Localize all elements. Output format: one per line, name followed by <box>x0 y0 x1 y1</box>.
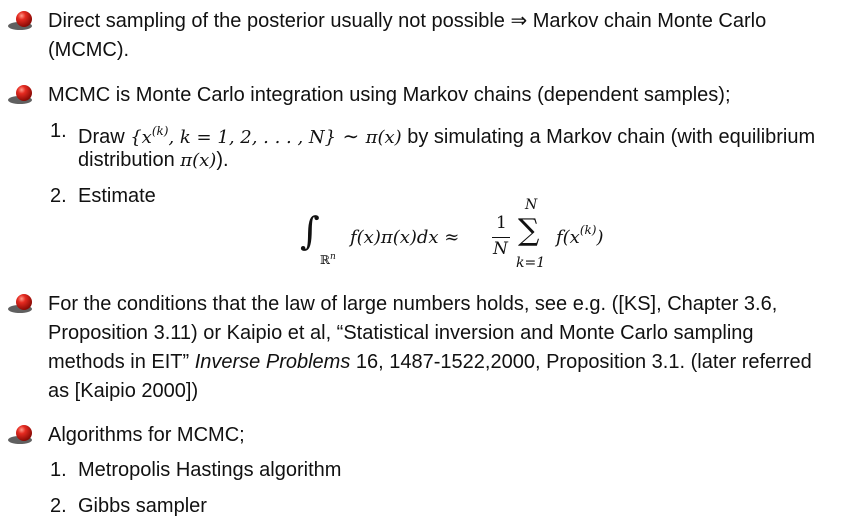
integral-domain: ℝ$^n$ <box>320 252 336 267</box>
bullet-text-line2: (MCMC). <box>48 39 130 61</box>
distribution-label: distribution <box>78 149 181 171</box>
integrand: f(x)π(x)dx ≈ <box>350 227 460 248</box>
step-1-after-text: by simulating a Markov chain (with equilibrium <box>401 126 816 148</box>
red-sphere-bullet-icon <box>6 10 36 32</box>
algorithm-metropolis-hastings: Metropolis Hastings algorithm <box>78 459 342 481</box>
sample-set-rest: , k = 1, 2, . . . , N} <box>168 127 337 148</box>
sum-lower-limit: k=1 <box>516 255 546 271</box>
algorithm-number-1: 1. <box>50 459 67 481</box>
red-sphere-bullet-icon <box>6 293 36 315</box>
red-sphere-bullet-icon <box>6 84 36 106</box>
bullet-text-line4: as [Kaipio 2000]) <box>48 380 199 402</box>
step-number-1: 1. <box>50 120 67 142</box>
bullet-text: MCMC is Monte Carlo integration using Markov chains (dependent samples); <box>48 84 731 106</box>
red-sphere-bullet-icon <box>6 424 36 446</box>
sample-set-superscript: (k) <box>151 124 169 138</box>
draw-label: Draw <box>78 126 131 148</box>
step-number-2: 2. <box>50 185 67 207</box>
algorithm-gibbs-sampler: Gibbs sampler <box>78 495 207 517</box>
pi-x: π(x) <box>365 127 402 148</box>
pi-x-2: π(x) <box>180 150 217 171</box>
sum-upper-limit: N <box>525 197 538 213</box>
distributed-as-symbol: ∼ <box>336 124 366 148</box>
fraction-numerator: 1 <box>496 213 507 233</box>
fraction-bar <box>492 237 510 238</box>
fraction-denominator: N <box>493 239 508 259</box>
bullet-text-line2: Proposition 3.11) or Kaipio et al, “Statistical inversion and Monte Carlo sampling <box>48 322 754 344</box>
journal-title: Inverse Problems <box>194 351 351 373</box>
algorithm-number-2: 2. <box>50 495 67 517</box>
summation-sign: ∑ <box>518 213 540 248</box>
sample-set-open: {x <box>130 127 152 148</box>
step-1-text-line2 <box>78 146 229 175</box>
monte-carlo-estimate-equation <box>300 197 660 275</box>
integral-sign: ∫ <box>300 209 320 253</box>
bullet-text: Algorithms for MCMC; <box>48 424 245 446</box>
summand: $f(x^{(k)})$ <box>556 223 604 248</box>
step-1-line2-end: ). <box>216 149 229 171</box>
bullet-text-line1: For the conditions that the law of large numbers holds, see e.g. ([KS], Chapter 3.6, <box>48 293 778 315</box>
bullet-text-line3: methods in EIT” Inverse Problems 16, 1487-1522,2000, Proposition 3.1. (later referred <box>48 351 812 373</box>
step-2-text: Estimate <box>78 185 156 207</box>
bullet-text-line1: Direct sampling of the posterior usually not possible ⇒ Markov chain Monte Carlo <box>48 10 767 32</box>
